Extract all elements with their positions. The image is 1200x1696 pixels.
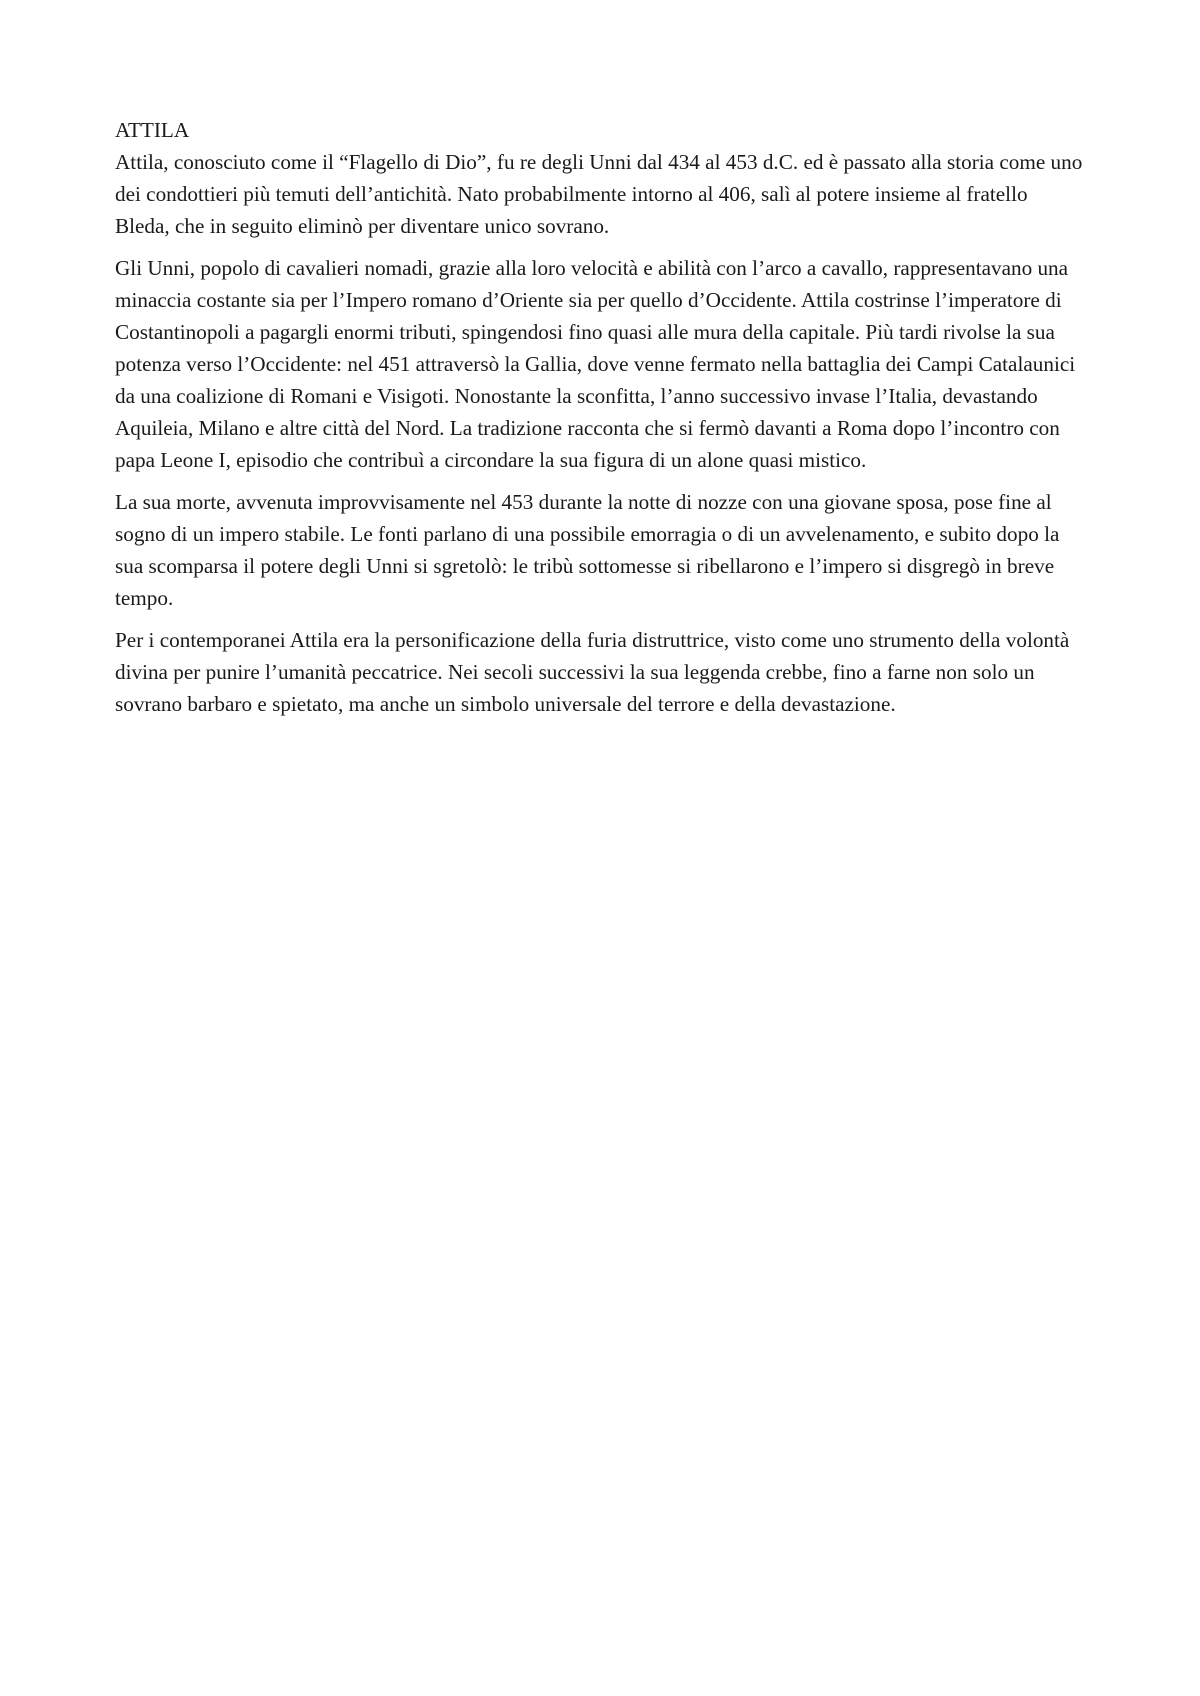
paragraph-1: Attila, conosciuto come il “Flagello di Dio”, fu re degli Unni dal 434 al 453 d.C. ed è passato alla storia come uno dei condottieri più temuti dell’antichità. Nato probabilmente intorno al 406, salì al potere insieme al fratello Bleda, che in seguito eliminò per diventare unico sovrano. xyxy=(115,150,1083,238)
paragraph-3: La sua morte, avvenuta improvvisamente nel 453 durante la notte di nozze con una giovane sposa, pose fine al sogno di un impero stabile. Le fonti parlano di una possibile emorragia o di un avvelenamento, e subito dopo la sua scomparsa il potere degli Unni si sgretolò: le tribù sottomesse si ribellarono e l’impero si disgregò in breve tempo. xyxy=(115,490,1060,610)
document-title: ATTILA xyxy=(115,118,190,142)
document-body xyxy=(115,114,1085,730)
paragraph-4: Per i contemporanei Attila era la personificazione della furia distruttrice, visto come uno strumento della volontà divina per punire l’umanità peccatrice. Nei secoli successivi la sua leggenda crebbe, fino a farne non solo un sovrano barbaro e spietato, ma anche un simbolo universale del terrore e della devastazione. xyxy=(115,628,1070,716)
paragraph-2: Gli Unni, popolo di cavalieri nomadi, grazie alla loro velocità e abilità con l’arco a cavallo, rappresentavano una minaccia costante sia per l’Impero romano d’Oriente sia per quello d’Occidente. Attila costrinse l’imperatore di Costantinopoli a pagargli enormi tributi, spingendosi fino quasi alle mura della capitale. Più tardi rivolse la sua potenza verso l’Occidente: nel 451 attraversò la Gallia, dove venne fermato nella battaglia dei Campi Catalaunici da una coalizione di Romani e Visigoti. Nonostante la sconfitta, l’anno successivo invase l’Italia, devastando Aquileia, Milano e altre città del Nord. La tradizione racconta che si fermò davanti a Roma dopo l’incontro con papa Leone I, episodio che contribuì a circondare la sua figura di un alone quasi mistico. xyxy=(115,256,1076,472)
